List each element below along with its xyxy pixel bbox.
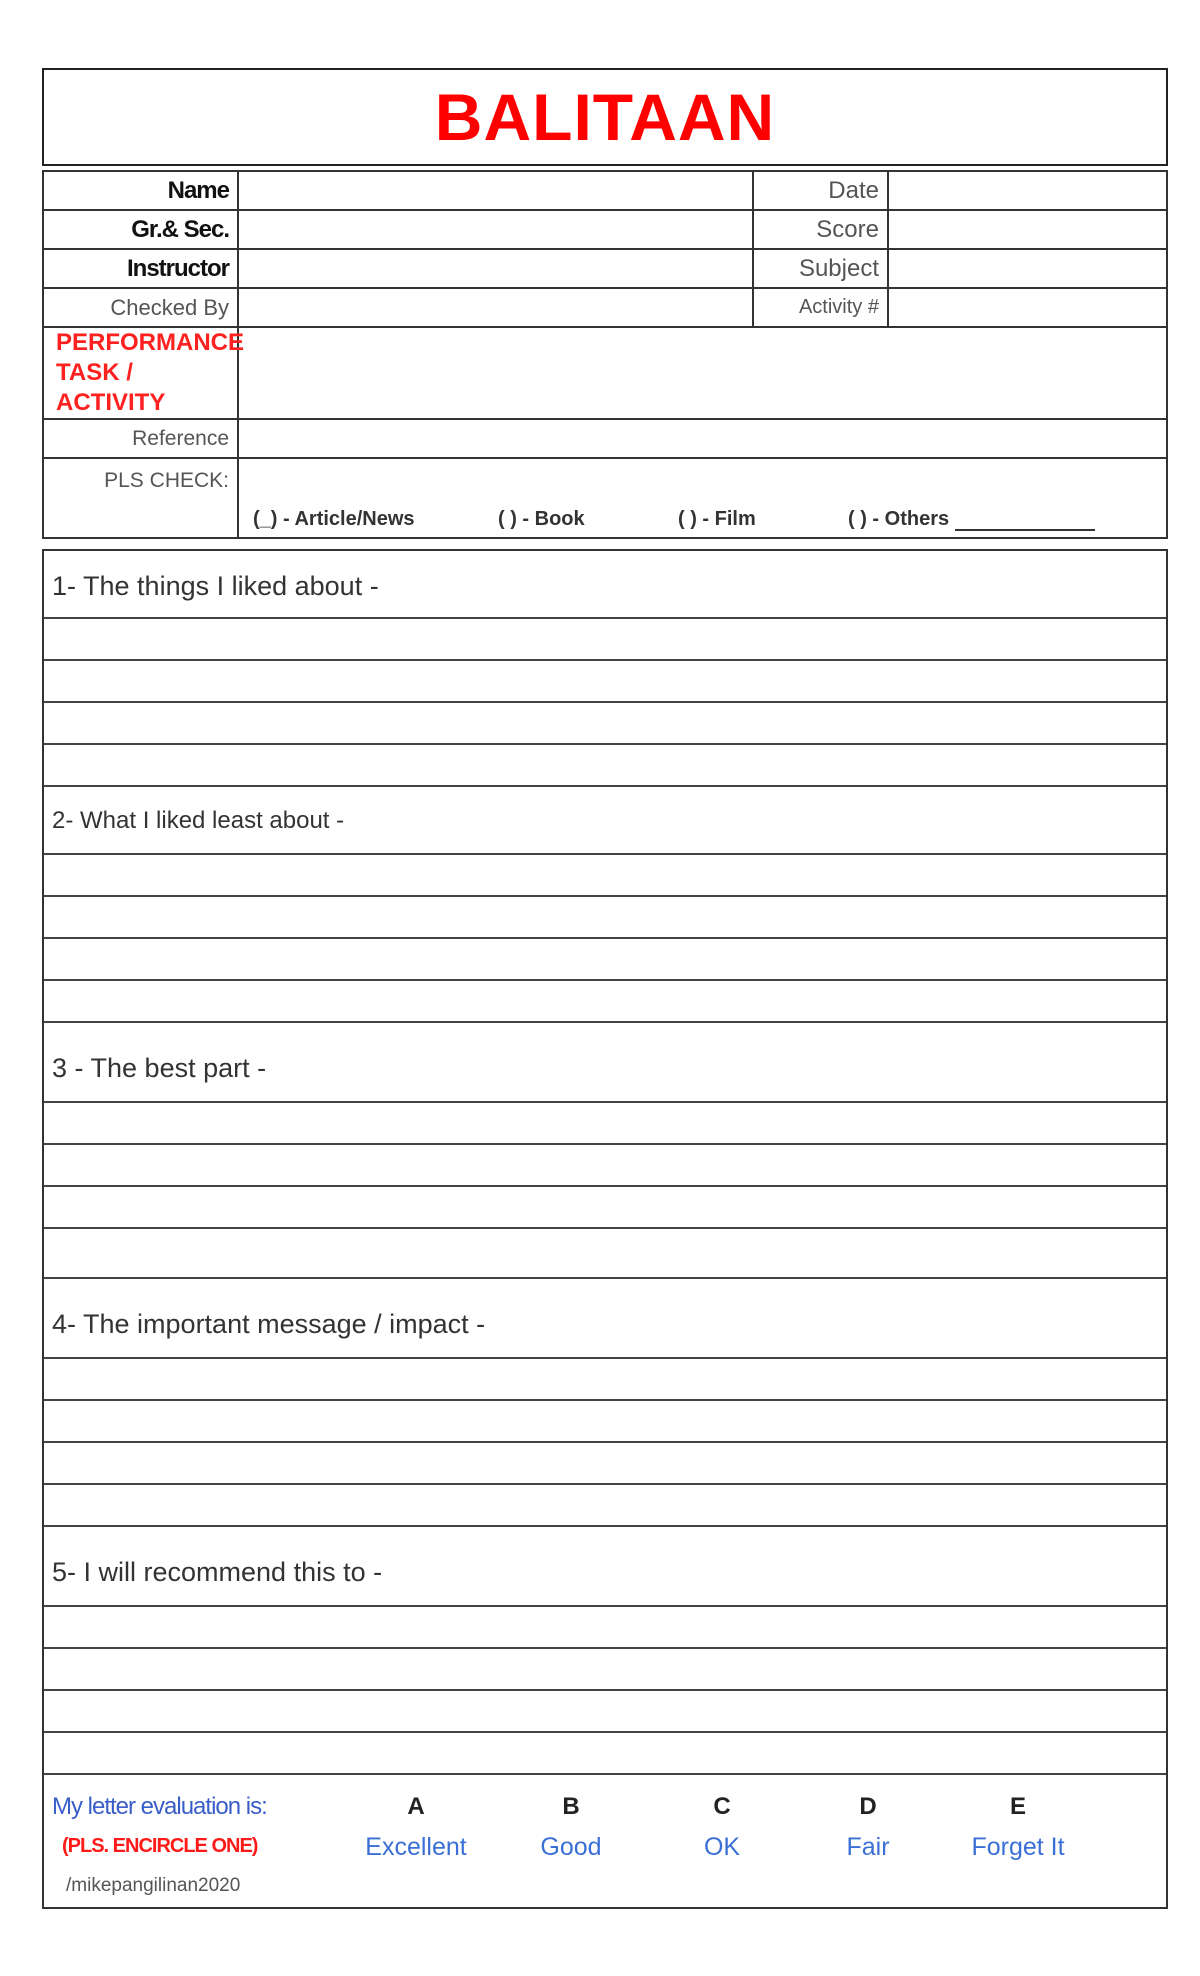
- performance-task-field[interactable]: [238, 327, 1167, 419]
- answer-line[interactable]: [44, 939, 1166, 981]
- answer-line[interactable]: [44, 855, 1166, 897]
- pls-check-label: PLS CHECK:: [43, 458, 238, 538]
- score-field[interactable]: [888, 210, 1167, 249]
- grade-description: Fair: [846, 1833, 890, 1861]
- option-others-label: ( ) - Others: [848, 508, 950, 530]
- answer-line[interactable]: [44, 1401, 1166, 1443]
- question-5: 5- I will recommend this to -: [44, 1527, 1166, 1607]
- answer-line[interactable]: [44, 1607, 1166, 1649]
- option-others[interactable]: [848, 508, 1095, 531]
- activity-label: Activity #: [753, 288, 888, 327]
- answer-line[interactable]: [44, 1485, 1166, 1527]
- option-film[interactable]: ( ) - Film: [678, 508, 756, 530]
- question-2: 2- What I liked least about -: [44, 787, 1166, 855]
- grade-description: Excellent: [365, 1833, 467, 1861]
- credit-text: /mikepangilinan2020: [66, 1875, 241, 1896]
- performance-line-2: TASK / ACTIVITY: [56, 359, 166, 416]
- answer-line[interactable]: [44, 1187, 1166, 1229]
- answer-line[interactable]: [44, 1103, 1166, 1145]
- activity-field[interactable]: [888, 288, 1167, 327]
- name-field[interactable]: [238, 171, 753, 210]
- answer-line[interactable]: [44, 1145, 1166, 1187]
- info-table: [42, 170, 1168, 539]
- instructor-field[interactable]: [238, 249, 753, 288]
- answer-line[interactable]: [44, 745, 1166, 787]
- reference-label: Reference: [43, 419, 238, 458]
- date-label: Date: [753, 171, 888, 210]
- instructor-label: Instructor: [43, 249, 238, 288]
- answer-line[interactable]: [44, 981, 1166, 1023]
- name-label: Name: [43, 171, 238, 210]
- questions-section: [42, 549, 1168, 1909]
- grade-letter: E: [1009, 1793, 1026, 1820]
- grade-description: OK: [703, 1833, 741, 1861]
- grade-section-field[interactable]: [238, 210, 753, 249]
- grade-option-e[interactable]: [948, 1793, 1088, 1862]
- answer-line[interactable]: [44, 897, 1166, 939]
- subject-label: Subject: [753, 249, 888, 288]
- grade-section-label: Gr.& Sec.: [43, 210, 238, 249]
- grade-option-b[interactable]: [501, 1793, 641, 1862]
- performance-task-label: [43, 327, 245, 419]
- grade-letter: A: [407, 1793, 425, 1820]
- grade-option-a[interactable]: [346, 1793, 486, 1862]
- evaluation-title: My letter evaluation is:: [52, 1793, 267, 1820]
- title-box: [42, 68, 1168, 166]
- checked-by-field[interactable]: [238, 288, 753, 327]
- others-blank[interactable]: [955, 511, 1095, 531]
- grade-option-c[interactable]: [652, 1793, 792, 1862]
- reference-field[interactable]: [238, 419, 1167, 458]
- worksheet: [42, 68, 1168, 1909]
- encircle-note: (PLS. ENCIRCLE ONE): [62, 1835, 258, 1857]
- answer-line[interactable]: [44, 1359, 1166, 1401]
- media-type-options: [238, 458, 1167, 538]
- answer-line[interactable]: [44, 703, 1166, 745]
- answer-line[interactable]: [44, 1733, 1166, 1775]
- question-3: 3 - The best part -: [44, 1023, 1166, 1103]
- answer-line[interactable]: [44, 1691, 1166, 1733]
- grade-option-d[interactable]: [798, 1793, 938, 1862]
- subject-field[interactable]: [888, 249, 1167, 288]
- grade-description: Forget It: [971, 1833, 1065, 1861]
- answer-line[interactable]: [44, 661, 1166, 703]
- grade-letter: C: [713, 1793, 731, 1820]
- score-label: Score: [753, 210, 888, 249]
- question-4: 4- The important message / impact -: [44, 1279, 1166, 1359]
- option-article-news[interactable]: (_) - Article/News: [253, 508, 415, 530]
- answer-line[interactable]: [44, 1649, 1166, 1691]
- grade-letter: B: [562, 1793, 580, 1820]
- grade-letter: D: [859, 1793, 877, 1820]
- question-1: 1- The things I liked about -: [44, 551, 1166, 619]
- performance-line-1: PERFORMANCE: [56, 329, 245, 356]
- date-field[interactable]: [888, 171, 1167, 210]
- answer-line[interactable]: [44, 619, 1166, 661]
- option-book[interactable]: ( ) - Book: [498, 508, 585, 530]
- page-title: BALITAAN: [434, 80, 776, 154]
- answer-line[interactable]: [44, 1443, 1166, 1485]
- answer-line[interactable]: [44, 1229, 1166, 1279]
- evaluation-section: [44, 1775, 1166, 1907]
- grade-description: Good: [540, 1833, 602, 1861]
- checked-by-label: Checked By: [43, 288, 238, 327]
